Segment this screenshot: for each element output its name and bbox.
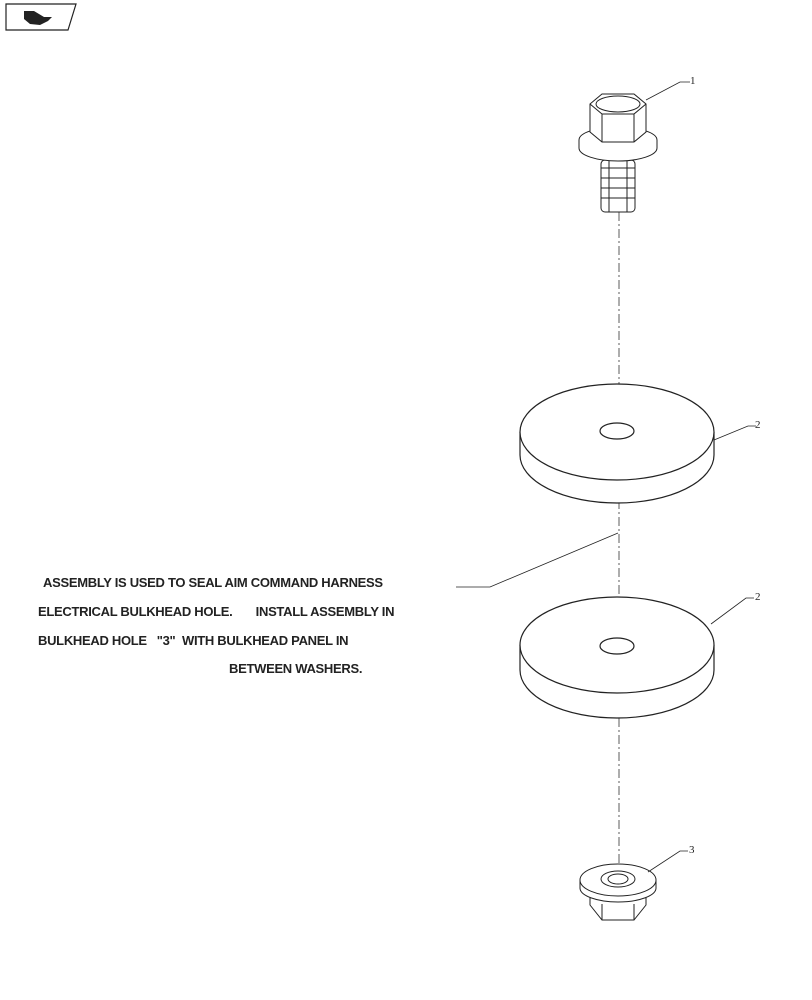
flange-nut [580,864,656,920]
assembly-note-line-3: BULKHEAD HOLE "3" WITH BULKHEAD PANEL IN [38,633,349,648]
callout-2-top-label: 2 [755,419,761,431]
callout-1-label: 1 [690,75,696,87]
flat-washer-top [520,384,714,503]
nav-logo-icon[interactable] [6,4,76,30]
hex-bolt [579,94,657,212]
flat-washer-bottom [520,597,714,718]
assembly-note-line-2: ELECTRICAL BULKHEAD HOLE. INSTALL ASSEMBLY IN [38,604,395,619]
callout-2-bottom-label: 2 [755,591,761,603]
assembly-note-line-4: BETWEEN WASHERS. [229,661,363,676]
callout-3-label: 3 [689,844,695,856]
assembly-note-line-1: ASSEMBLY IS USED TO SEAL AIM COMMAND HARNESS [43,575,383,590]
